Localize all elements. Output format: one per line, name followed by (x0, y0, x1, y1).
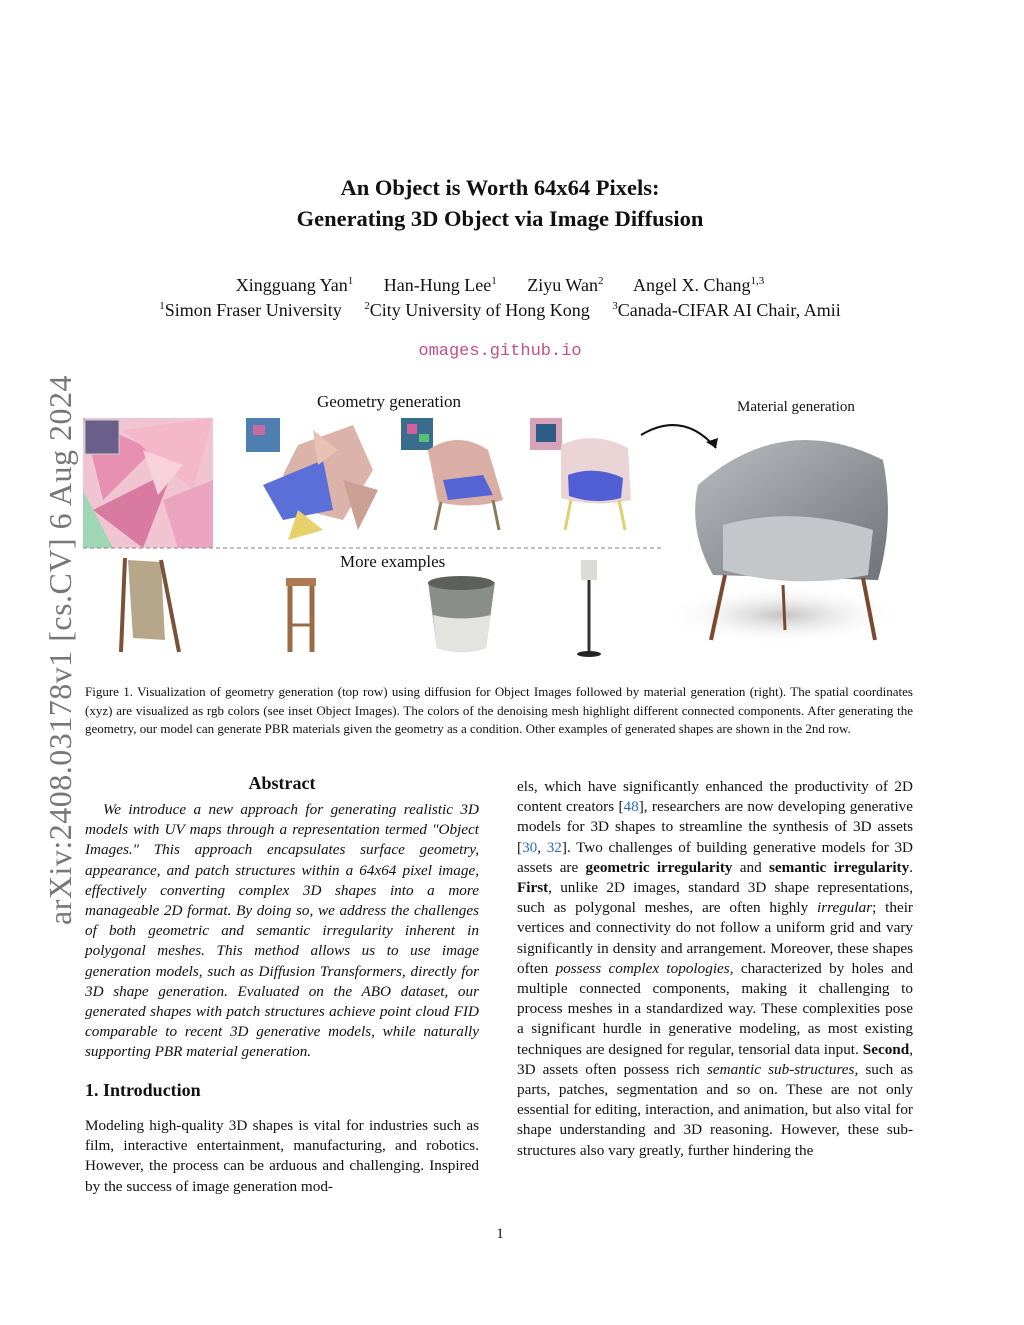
geometry-step-2-panel (246, 418, 378, 540)
affiliation: $^2$City University of Hong Kong (364, 300, 590, 320)
object-image-inset (85, 420, 119, 454)
affiliation-list (0, 293, 1000, 323)
geometry-step-1-panel (83, 418, 213, 548)
introduction-text: Modeling high-quality 3D shapes is vital for industries such as film, interactive entertainment, manufacturing, and robotics. However, the process can be arduous and challenging. Inspired by the success of image generation mod- (85, 1117, 479, 1195)
geometry-step-3-panel (401, 418, 503, 530)
affiliation: $^1$Simon Fraser University (159, 300, 342, 320)
author: Han-Hung Lee$^1$ (383, 275, 497, 295)
affiliation: $^3$Canada-CIFAR AI Chair, Amii (612, 300, 841, 320)
page-number: 1 (496, 1226, 504, 1242)
more-example-sling-chair (121, 558, 179, 652)
citation-link[interactable]: 30 (522, 838, 538, 856)
more-example-bar-stool (286, 578, 316, 652)
author: Ziyu Wan$^2$ (527, 275, 604, 295)
author: Xingguang Yan$^1$ (235, 275, 354, 295)
abstract-text: We introduce a new approach for generating realistic 3D models with UV maps through a representation termed "Object Images." This approach encapsulates surface geometry, appearance, and patch structures within a 64x64 pixel image, effectively converting complex 3D shapes into a more manageable 2D format. By doing so, we address the challenges of both geometric and semantic irregularity inherent in polygonal meshes. This method allows us to use image generation models, such as Diffusion Transformers, directly for 3D shape generation. Evaluated on the ABO dataset, our generated shapes with patch structures achieve point cloud FID comparable to recent 3D generative models, while naturally supporting PBR material generation. (85, 801, 479, 1061)
paper-title-line-1: An Object is Worth 64x64 Pixels: (340, 175, 660, 200)
more-example-floor-lamp (577, 560, 601, 657)
section-heading-introduction: 1. Introduction (85, 1080, 201, 1100)
more-examples-label: More examples (340, 552, 446, 571)
paper-title-line-2: Generating 3D Object via Image Diffusion (296, 206, 704, 231)
citation-link[interactable]: 32 (546, 838, 562, 856)
figure-1 (83, 390, 913, 680)
arxiv-id: arXiv:2408.03178v1 [cs.CV] 6 Aug 2024 (42, 374, 78, 925)
material-generation-chair (663, 440, 903, 645)
abstract-heading: Abstract (248, 773, 316, 793)
more-example-planter (428, 576, 495, 652)
figure-1-illustration (83, 390, 913, 680)
project-url-link[interactable]: omages.github.io (418, 342, 582, 361)
figure-1-caption: Figure 1. Visualization of geometry generation (top row) using diffusion for Object Images followed by material generation (right). The spatial coordinates (xyz) are visualized as rgb colors (see inset Object Images). The colors of the denoising mesh highlight different connected components. After generating the geometry, our model can generate PBR materials given the geometry as a condition. Other examples of generated shapes are shown in the 2nd row. (85, 684, 913, 736)
author: Angel X. Chang$^{1,3}$ (632, 275, 765, 295)
introduction-text-continued: els, which have significantly enhanced the productivity of 2D content creators [48], researchers are now developing generative models for 3D shapes to streamline the synthesis of 3D assets [30, 32]. Two challenges of building generative models for 3D assets are geometric irregularity and semantic irregularity. First, unlike 2D images, standard 3D shape representations, such as polygonal meshes, are often highly irregular; their vertices and connectivity do not follow a uniform grid and vary significantly in density and arrangement. Moreover, these shapes often possess complex topologies, characterized by holes and multiple connected components, making it challenging to process meshes in a standardized way. These complexities pose a significant hurdle in generative modeling, as most existing techniques are designed for regular, tensorial data input. Second, 3D assets often possess rich semantic sub-structures, such as parts, patches, segmentation and so on. These are not only essential for editing, interaction, and animation, but also vital for shape understanding and 3D reasoning. However, these sub-structures also vary greatly, further hindering the (517, 778, 914, 1159)
citation-link[interactable]: 48 (623, 798, 639, 816)
material-generation-label: Material generation (737, 399, 855, 415)
geometry-generation-label: Geometry generation (317, 392, 461, 411)
arrow-icon (641, 425, 716, 448)
geometry-step-4-panel (530, 418, 631, 530)
